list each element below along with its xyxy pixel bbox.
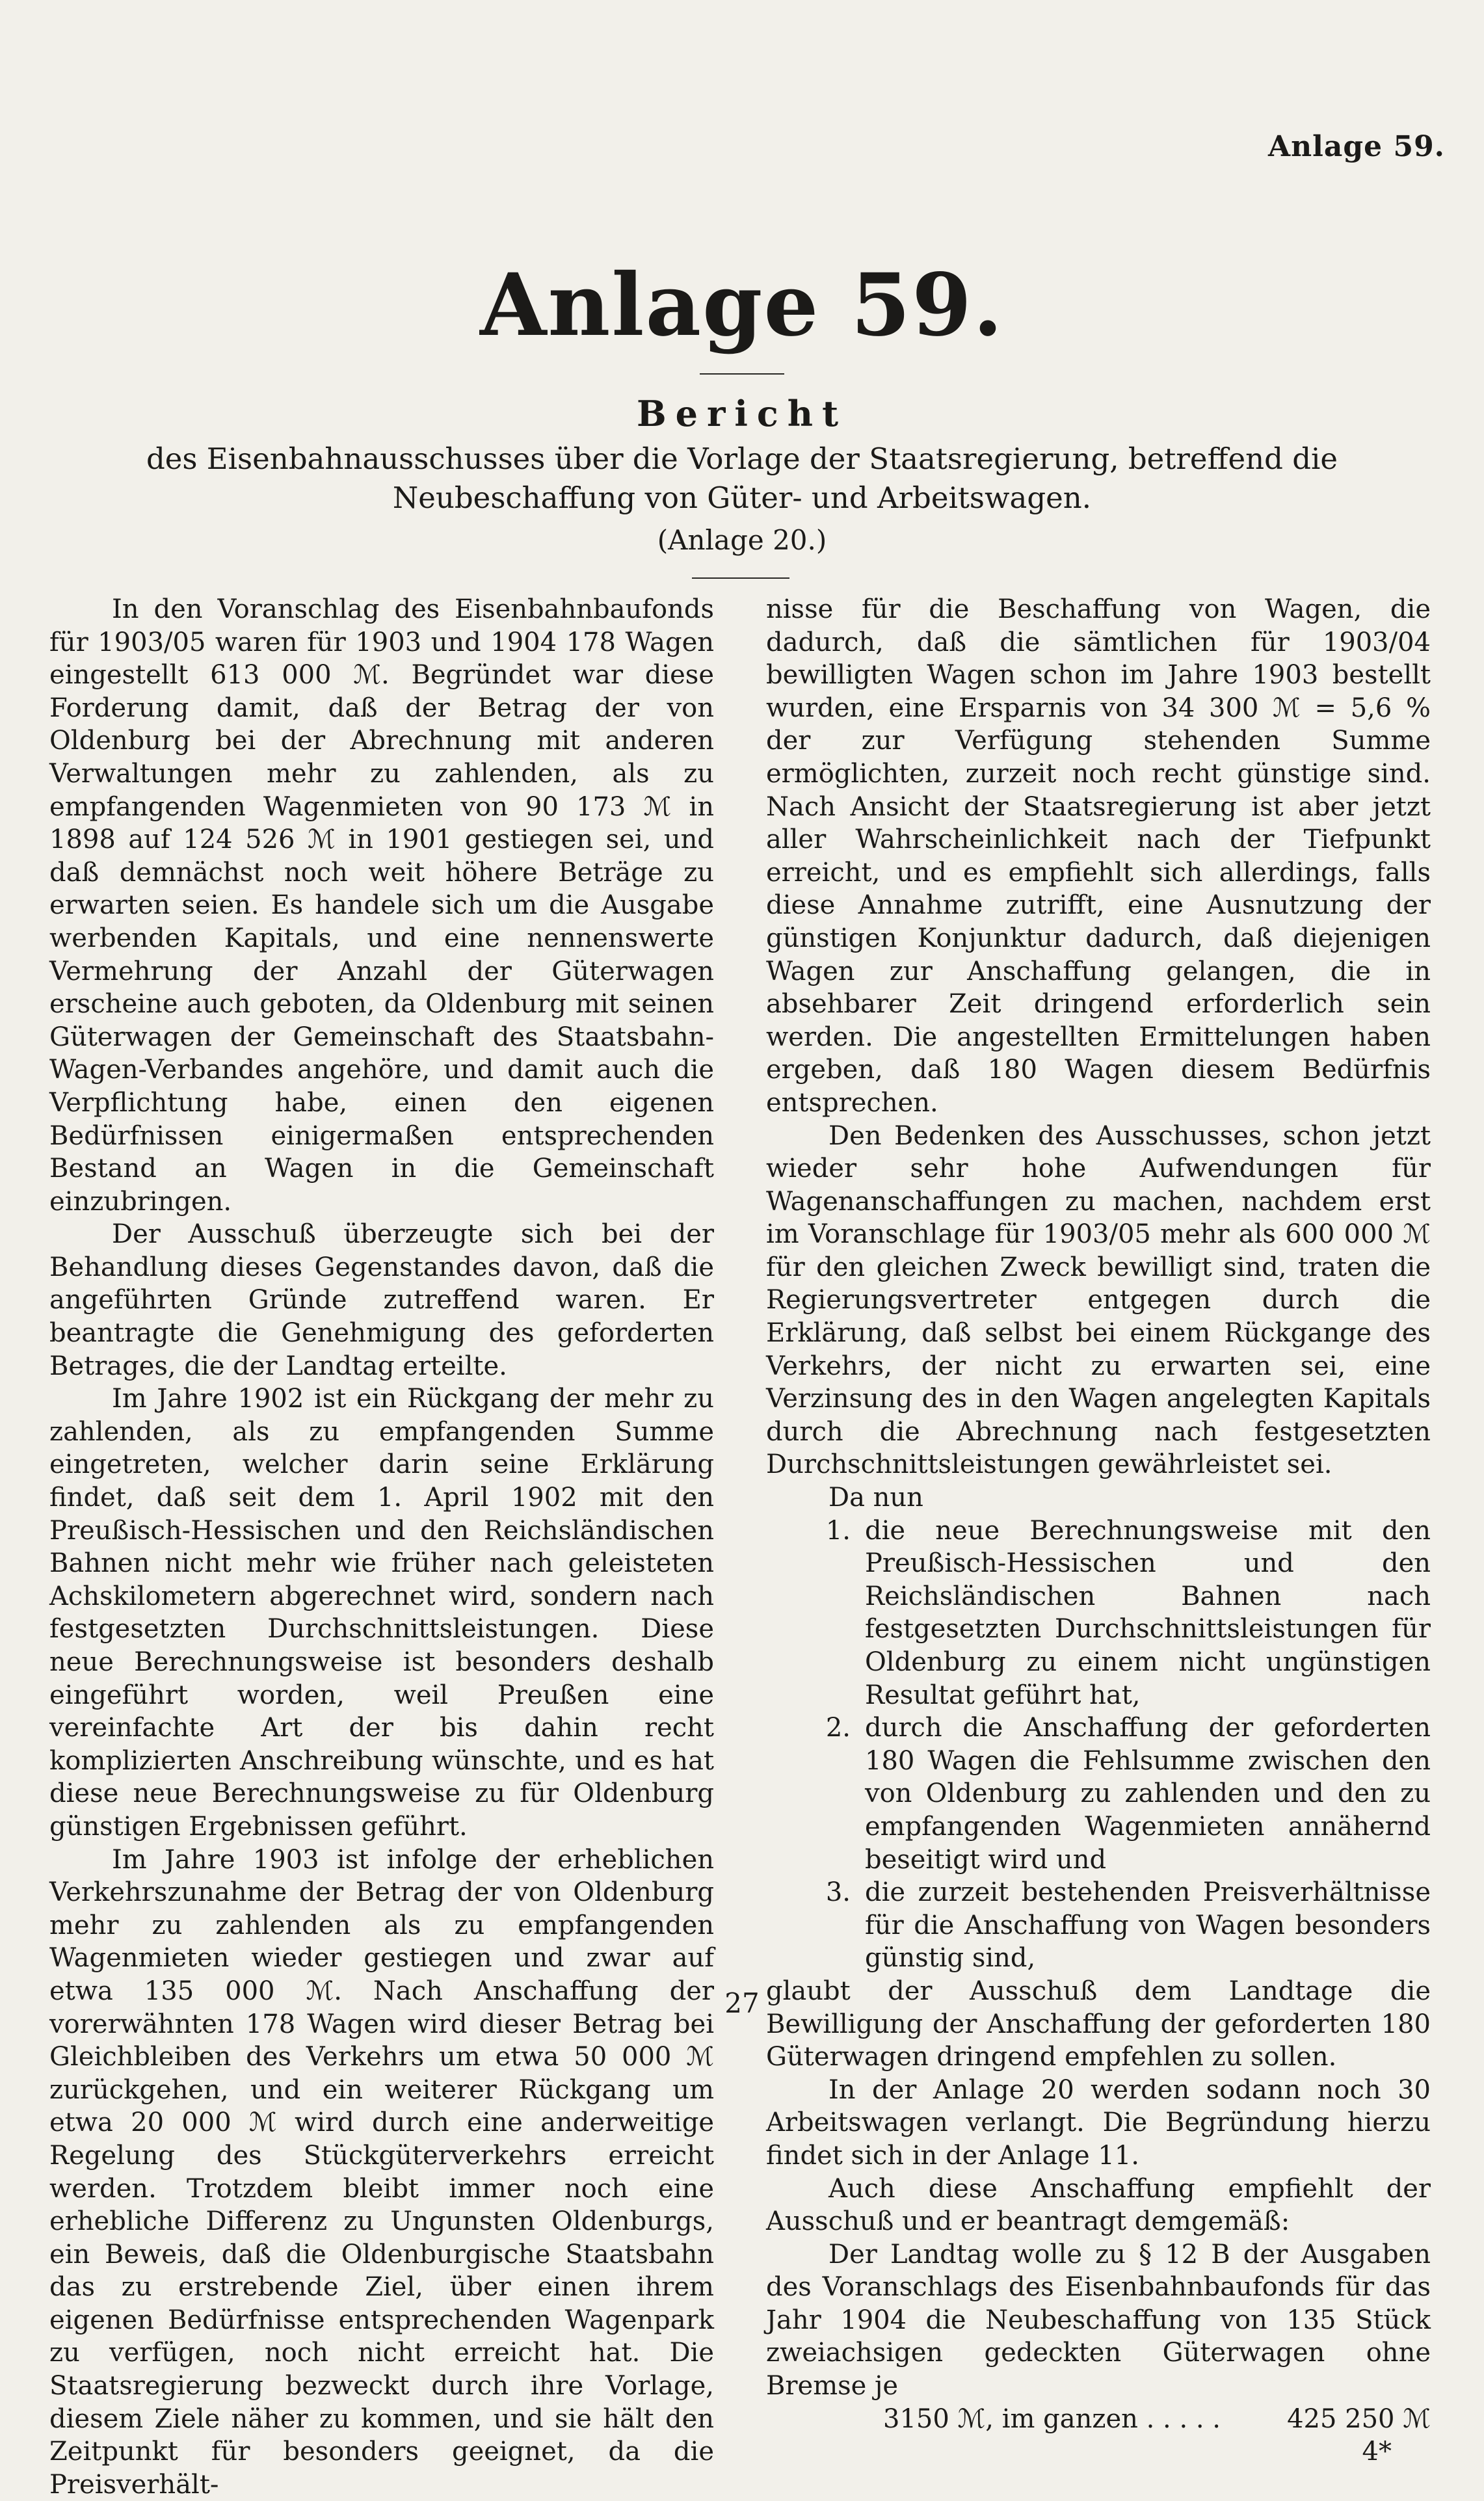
page-number: 27: [724, 1987, 760, 2019]
report-subtitle: des Eisenbahnausschusses über die Vorlage der Staatsregierung, betreffend die Neubeschaffung von Güter- und Arbeitswagen.: [146, 442, 1338, 515]
list-text: die zurzeit bestehenden Preisverhältnisse für die Anschaffung von Wagen besonders günstig sind,: [865, 1877, 1431, 1974]
list-item: [766, 1712, 1431, 1876]
motion-text: Der Landtag wolle zu § 12 B der Ausgaben des Voranschlags des Eisenbahnbaufonds für das Jahr 1904 die Neubeschaffung von 135 Stück zweiachsigen gedeckten Güterwagen ohne Bremse je: [766, 2239, 1431, 2402]
page-title: Anlage 59.: [480, 255, 1004, 356]
paragraph: Auch diese Anschaffung empfiehlt der Ausschuß und er beantragt demgemäß:: [766, 2173, 1431, 2237]
right-column: [766, 593, 1431, 2468]
paragraph: Den Bedenken des Ausschusses, schon jetzt wieder sehr hohe Aufwendungen für Wagenanschaffungen zu machen, nachdem erst im Voranschlage für 1903/05 mehr als 600 000 ℳ für den gleichen Zweck bewilligt sind, traten die Regierungsvertreter entgegen durch die Erklärung, daß selbst bei einem Rückgange des Verkehrs, der nicht zu erwarten sei, eine Verzinsung des in den Wagen angelegten Kapitals durch die Abrechnung nach festgesetzten Durchschnittsleistungen gewährleistet sei.: [766, 1120, 1431, 1480]
running-header: Anlage 59.: [1268, 130, 1445, 163]
annex-reference: (Anlage 20.): [657, 524, 827, 556]
list-item: [766, 1515, 1431, 1712]
paragraph: Im Jahre 1903 ist infolge der erheblichen Verkehrszunahme der Betrag der von Oldenburg mehr zu zahlenden als zu empfangenden Wagenmieten wieder gestiegen und zwar auf etwa 135 000 ℳ. Nach Anschaffung der vorerwähnten 178 Wagen wird dieser Betrag bei Gleichbleiben des Verkehrs um etwa 50 000 ℳ zurückgehen, und ein weiterer Rückgang um etwa 20 000 ℳ wird durch eine anderweitige Regelung des Stückgüterverkehrs erreicht werden. Trotzdem bleibt immer noch eine erhebliche Differenz zu Ungunsten Oldenburgs, ein Beweis, daß die Oldenburgische Staatsbahn das zu erstrebende Ziel, über einen ihrem eigenen Bedürfnisse entsprechenden Wagenpark zu verfügen, noch nicht erreicht hat. Die Staatsregierung bezweckt durch ihre Vorlage, diesem Ziele näher zu kommen, und sie hält den Zeitpunkt für besonders geeignet, da die Preisverhält-: [49, 1844, 714, 2500]
amount-value: 425 250 ℳ: [1287, 2403, 1431, 2434]
signature-mark: 4*: [1362, 2437, 1392, 2467]
paragraph: Der Ausschuß überzeugte sich bei der Behandlung dieses Gegenstandes davon, daß die angeführten Gründe zutreffend waren. Er beantragte die Genehmigung des geforderten Betrages, die der Landtag erteilte.: [49, 1219, 714, 1381]
paragraph: Im Jahre 1902 ist ein Rückgang der mehr zu zahlenden, als zu empfangenden Summe eingetreten, welcher darin seine Erklärung findet, daß seit dem 1. April 1902 mit den Preußisch-Hessischen und den Reichsländischen Bahnen nicht mehr wie früher nach geleisteten Achskilometern abgerechnet wird, sondern nach festgesetzten Durchschnittsleistungen. Diese neue Berechnungsweise ist besonders deshalb eingeführt worden, weil Preußen eine vereinfachte Art der bis dahin recht komplizierten Anschreibung wünschte, und es hat diese neue Berechnungsweise zu für Oldenburg günstigen Ergebnissen geführt.: [49, 1384, 714, 1842]
section-heading: Bericht: [636, 393, 848, 434]
list-text: die neue Berechnungsweise mit den Preußisch-Hessischen und den Reichsländischen Bahnen nach festgesetzten Durchschnittsleistungen für Oldenburg zu einem nicht ungünstigen Resultat geführt hat,: [865, 1515, 1431, 1710]
amount-label: 3150 ℳ, im ganzen . . . . .: [883, 2403, 1221, 2434]
list-text: durch die Anschaffung der geforderten 180 Wagen die Fehlsumme zwischen den von Oldenburg zu zahlenden und den zu empfangenden Wagenmieten annähernd beseitigt wird und: [865, 1713, 1431, 1875]
divider: [700, 373, 784, 375]
amount-row: [883, 2403, 1431, 2436]
list-number: 2.: [825, 1713, 851, 1743]
paragraph: In den Voranschlag des Eisenbahnbaufonds für 1903/05 waren für 1903 und 1904 178 Wagen eingestellt 613 000 ℳ. Begründet war diese Forderung damit, daß der Betrag der von Oldenburg bei der Abrechnung mit anderen Verwaltungen mehr zu zahlenden, als zu empfangenden Wagenmieten von 90 173 ℳ in 1898 auf 124 526 ℳ in 1901 gestiegen sei, und daß demnächst noch weit höhere Beträge zu erwarten seien. Es handele sich um die Ausgabe werbenden Kapitals, und eine nennenswerte Vermehrung der Anzahl der Güterwagen erscheine auch geboten, da Oldenburg mit seinen Güterwagen der Gemeinschaft des Staatsbahn-Wagen-Verbandes angehöre, und damit auch die Verpflichtung habe, einen den eigenen Bedürfnissen einigermaßen entsprechenden Bestand an Wagen in die Gemeinschaft einzubringen.: [49, 594, 714, 1217]
paragraph: Da nun: [828, 1483, 923, 1513]
list-number: 1.: [825, 1515, 851, 1546]
paragraph: glaubt der Ausschuß dem Landtage die Bewilligung der Anschaffung der geforderten 180 Güterwagen dringend empfehlen zu sollen.: [766, 1976, 1431, 2072]
paragraph-continued: nisse für die Beschaffung von Wagen, die dadurch, daß die sämtlichen für 1903/04 bewilligten Wagen schon im Jahre 1903 bestellt wurden, eine Ersparnis von 34 300 ℳ = 5,6 % der zur Verfügung stehenden Summe ermöglichten, zurzeit noch recht günstige sind. Nach Ansicht der Staatsregierung ist aber jetzt aller Wahrscheinlichkeit nach der Tiefpunkt erreicht, und es empfiehlt sich allerdings, falls diese Annahme zutrifft, eine Ausnutzung der günstigen Konjunktur dadurch, daß diejenigen Wagen zur Anschaffung gelangen, die in absehbarer Zeit dringend erforderlich sein werden. Die angestellten Ermittelungen haben ergeben, daß 180 Wagen diesem Bedürfnis entsprechen.: [766, 594, 1431, 1118]
left-column: [49, 593, 714, 2501]
list-number: 3.: [825, 1877, 851, 1908]
paragraph: In der Anlage 20 werden sodann noch 30 Arbeitswagen verlangt. Die Begründung hierzu findet sich in der Anlage 11.: [766, 2074, 1431, 2171]
divider: [692, 577, 789, 579]
list-item: [766, 1876, 1431, 1975]
